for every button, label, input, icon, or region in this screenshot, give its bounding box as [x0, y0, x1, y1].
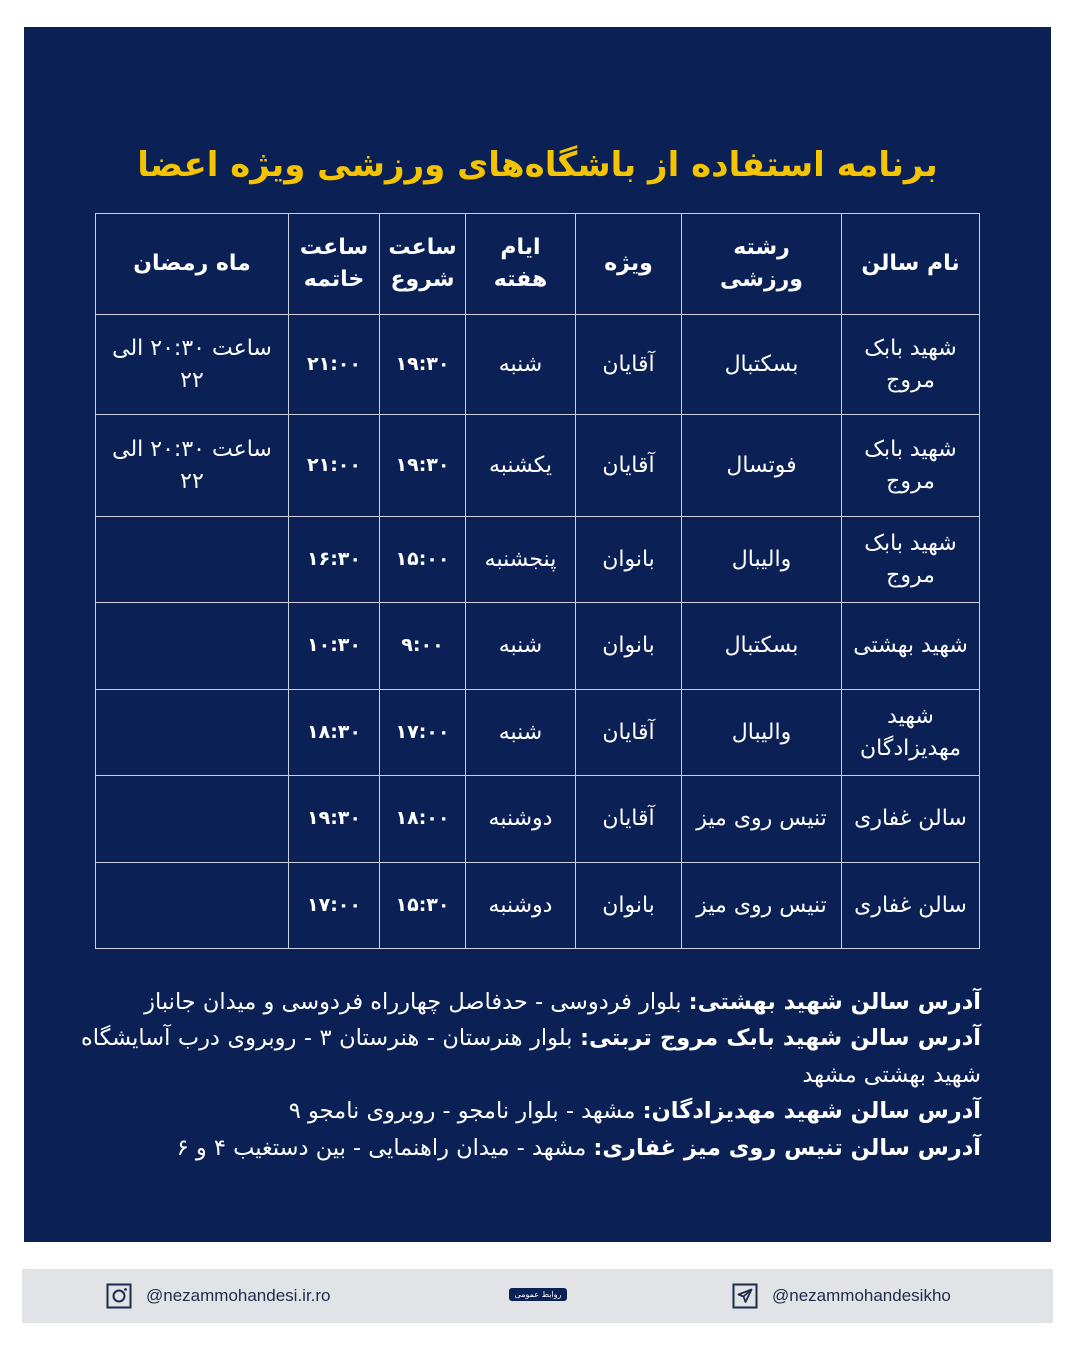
cell-hall-name: سالن غفاری: [842, 776, 980, 863]
address-label: آدرس سالن شهید مهدیزادگان:: [642, 1098, 981, 1125]
addresses-block: [81, 984, 981, 1166]
cell-ramadan-time: [96, 690, 289, 776]
cell-end-time: ۱۷:۰۰: [289, 863, 380, 949]
public-relations-logo: [497, 1284, 579, 1304]
table-row: [96, 690, 980, 776]
cell-sport: بسکتبال: [682, 603, 842, 690]
address-text: بلوار فردوسی - حدفاصل چهارراه فردوسی و میدان جانباز: [144, 989, 689, 1015]
cell-hall-name: سالن غفاری: [842, 863, 980, 949]
cell-end-time: ۱۸:۳۰: [289, 690, 380, 776]
address-line: [81, 1020, 981, 1093]
table-row: [96, 776, 980, 863]
cell-start-time: ۹:۰۰: [380, 603, 466, 690]
cell-end-time: ۱۹:۳۰: [289, 776, 380, 863]
cell-weekday: شنبه: [466, 315, 576, 415]
header-start-time: ساعت شروع: [380, 214, 466, 315]
cell-gender: بانوان: [576, 603, 682, 690]
cell-end-time: ۲۱:۰۰: [289, 415, 380, 517]
instagram-icon: [106, 1283, 132, 1309]
address-line: [81, 984, 981, 1020]
cell-hall-name: شهید بهشتی: [842, 603, 980, 690]
cell-end-time: ۱۶:۳۰: [289, 517, 380, 603]
cell-start-time: ۱۷:۰۰: [380, 690, 466, 776]
header-sport: رشته ورزشی: [682, 214, 842, 315]
cell-ramadan-time: [96, 863, 289, 949]
cell-hall-name: شهید مهدیزادگان: [842, 690, 980, 776]
header-gender: ویژه: [576, 214, 682, 315]
cell-weekday: پنجشنبه: [466, 517, 576, 603]
cell-end-time: ۲۱:۰۰: [289, 315, 380, 415]
cell-gender: بانوان: [576, 863, 682, 949]
cell-ramadan-time: [96, 776, 289, 863]
cell-weekday: شنبه: [466, 690, 576, 776]
cell-sport: والیبال: [682, 517, 842, 603]
telegram-handle[interactable]: [732, 1283, 951, 1309]
cell-sport: والیبال: [682, 690, 842, 776]
cell-start-time: ۱۸:۰۰: [380, 776, 466, 863]
cell-ramadan-time: [96, 517, 289, 603]
cell-start-time: ۱۵:۳۰: [380, 863, 466, 949]
cell-end-time: ۱۰:۳۰: [289, 603, 380, 690]
header-ramadan: ماه رمضان: [96, 214, 289, 315]
cell-ramadan-time: [96, 603, 289, 690]
cell-start-time: ۱۵:۰۰: [380, 517, 466, 603]
poster-panel: [24, 27, 1051, 1242]
telegram-icon: [732, 1283, 758, 1309]
table-row: [96, 415, 980, 517]
footer-bar: [22, 1269, 1053, 1323]
cell-start-time: ۱۹:۳۰: [380, 315, 466, 415]
schedule-table: [95, 213, 980, 949]
cell-ramadan-time: ساعت ۲۰:۳۰ الی ۲۲: [96, 415, 289, 517]
cell-sport: تنیس روی میز: [682, 776, 842, 863]
cell-sport: فوتسال: [682, 415, 842, 517]
table-header-row: [96, 214, 980, 315]
cell-gender: بانوان: [576, 517, 682, 603]
table-row: [96, 517, 980, 603]
address-label: آدرس سالن شهید بابک مروج تربتی:: [579, 1025, 981, 1052]
instagram-handle-text: @nezammohandesi.ir.ro: [146, 1286, 331, 1305]
address-line: [81, 1093, 981, 1129]
cell-weekday: دوشنبه: [466, 863, 576, 949]
cell-gender: آقایان: [576, 315, 682, 415]
cell-weekday: دوشنبه: [466, 776, 576, 863]
cell-sport: بسکتبال: [682, 315, 842, 415]
address-label: آدرس سالن تنیس روی میز غفاری:: [593, 1134, 981, 1161]
header-end-time: ساعت خاتمه: [289, 214, 380, 315]
address-text: مشهد - بلوار نامجو - روبروی نامجو ۹: [288, 1098, 643, 1125]
cell-gender: آقایان: [576, 415, 682, 517]
page-title: برنامه استفاده از باشگاه‌های ورزشی ویژه اعضا: [137, 145, 938, 185]
telegram-handle-text: @nezammohandesikho: [772, 1286, 951, 1305]
address-text: بلوار هنرستان - هنرستان ۳ - روبروی درب آسایشگاه شهید بهشتی مشهد: [81, 1025, 981, 1088]
logo-text: روابط عمومی: [509, 1288, 568, 1301]
table-row: [96, 603, 980, 690]
address-text: مشهد - میدان راهنمایی - بین دستغیب ۴ و ۶: [176, 1134, 594, 1161]
cell-weekday: شنبه: [466, 603, 576, 690]
header-hall: نام سالن: [842, 214, 980, 315]
cell-gender: آقایان: [576, 690, 682, 776]
address-label: آدرس سالن شهید بهشتی:: [688, 989, 981, 1015]
table-row: [96, 863, 980, 949]
header-days: ایام هفته: [466, 214, 576, 315]
instagram-handle[interactable]: [106, 1283, 331, 1309]
cell-ramadan-time: ساعت ۲۰:۳۰ الی ۲۲: [96, 315, 289, 415]
cell-hall-name: شهید بابک مروج: [842, 517, 980, 603]
address-line: [81, 1130, 981, 1166]
cell-weekday: یکشنبه: [466, 415, 576, 517]
cell-hall-name: شهید بابک مروج: [842, 415, 980, 517]
cell-sport: تنیس روی میز: [682, 863, 842, 949]
cell-gender: آقایان: [576, 776, 682, 863]
table-row: [96, 315, 980, 415]
cell-start-time: ۱۹:۳۰: [380, 415, 466, 517]
cell-hall-name: شهید بابک مروج: [842, 315, 980, 415]
